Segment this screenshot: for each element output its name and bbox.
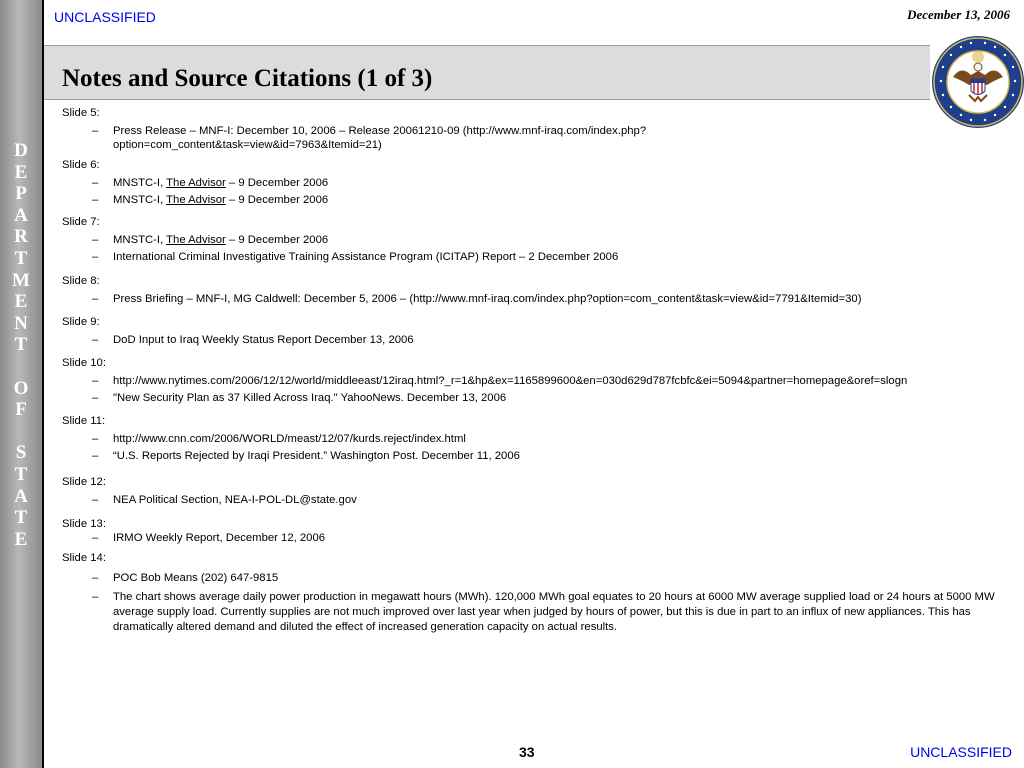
department-of-state-seal-icon: [931, 35, 1024, 129]
citation-text: MNSTC-I,: [113, 234, 167, 246]
side-letter: N: [14, 312, 28, 334]
side-letter: T: [14, 247, 28, 269]
citation-item: – MNSTC-I, The Advisor – 9 December 2006: [92, 194, 329, 206]
citation-text: “U.S. Reports Rejected by Iraqi President.” Washington Post. December 11, 2006: [113, 450, 520, 462]
side-letter: S: [15, 442, 27, 464]
citation-text: International Criminal Investigative Training Assistance Program (ICITAP) Report – 2 December 2006: [113, 251, 619, 263]
slide-label: Slide 6:: [62, 159, 100, 171]
citation-text: – 9 December 2006: [225, 194, 329, 206]
side-letter: D: [14, 140, 28, 161]
slide-11-section: [62, 414, 520, 466]
citation-item: – DoD Input to Iraq Weekly Status Report December 13, 2006: [92, 334, 414, 346]
side-letter: E: [14, 291, 28, 313]
citation-text: "New Security Plan as 37 Killed Across Iraq." YahooNews. December 13, 2006: [113, 392, 507, 404]
citation-title-underlined: The Advisor: [166, 234, 226, 246]
side-letter: T: [14, 334, 28, 356]
citation-item: – NEA Political Section, NEA-I-POL-DL@state.gov: [92, 494, 357, 506]
citation-text: – 9 December 2006: [225, 177, 329, 189]
side-letter: O: [13, 377, 29, 399]
citation-text: DoD Input to Iraq Weekly Status Report December 13, 2006: [113, 334, 414, 346]
citation-item: – IRMO Weekly Report, December 12, 2006: [92, 532, 326, 544]
citation-item: – International Criminal Investigative Training Assistance Program (ICITAP) Report – 2 December 2006: [92, 251, 619, 263]
page-number: 33: [519, 744, 535, 760]
slide-label: Slide 13:: [62, 518, 106, 530]
slide-10-section: [62, 356, 907, 408]
side-letter: T: [14, 463, 28, 485]
slide-8-section: [62, 274, 861, 309]
citation-text: http://www.cnn.com/2006/WORLD/meast/12/07/kurds.reject/index.html: [113, 433, 466, 445]
side-letter: E: [14, 161, 28, 183]
slide-label: Slide 8:: [62, 275, 100, 287]
side-letter: P: [15, 183, 27, 205]
citation-item: – http://www.cnn.com/2006/WORLD/meast/12/07/kurds.reject/index.html: [92, 433, 466, 445]
side-letter: A: [14, 485, 28, 507]
slide-label: Slide 9:: [62, 316, 100, 328]
citation-text: POC Bob Means (202) 647-9815: [113, 572, 279, 584]
slide-13-section: [62, 517, 325, 548]
side-letter: [0, 421, 42, 443]
side-letter: E: [14, 528, 28, 550]
classification-marking-top: UNCLASSIFIED: [54, 9, 156, 25]
slide-6-section: [62, 158, 328, 210]
citation-text: MNSTC-I,: [113, 194, 167, 206]
slide-label: Slide 5:: [62, 107, 100, 119]
citation-item: – "New Security Plan as 37 Killed Across Iraq." YahooNews. December 13, 2006: [92, 392, 507, 404]
citation-text: The chart shows average daily power production in megawatt hours (MWh). 120,000 MWh goal equates to 20 hours at 6000 MW average supplied load or 24 hours at 5000 MW average supply load. Currently supplies are not much improved over last year when judged by hours of power, but this is due in part to an influx of new appliances. This has dramatically altered demand and diluted the effect of increased generation capacity on actual results.: [113, 591, 995, 633]
citation-text: MNSTC-I,: [113, 177, 167, 189]
citation-item: – “U.S. Reports Rejected by Iraqi President.” Washington Post. December 11, 2006: [92, 450, 520, 462]
slide-label: Slide 10:: [62, 357, 106, 369]
side-letter: A: [14, 204, 28, 226]
citation-title-underlined: The Advisor: [166, 194, 226, 206]
citation-item: – POC Bob Means (202) 647-9815: [92, 572, 279, 584]
side-letter: [0, 356, 42, 378]
citation-item: – MNSTC-I, The Advisor – 9 December 2006: [92, 177, 329, 189]
citation-item: – Press Briefing – MNF-I, MG Caldwell: December 5, 2006 – (http://www.mnf-iraq.com/index.php?option=com_content&task=view&id=7791&Itemid=30): [92, 293, 862, 305]
slide-14-section: [62, 551, 1010, 638]
slide-12-section: [62, 475, 357, 510]
side-letter: T: [14, 507, 28, 529]
slide-9-section: [62, 315, 414, 350]
slide-label: Slide 7:: [62, 216, 100, 228]
side-letter: F: [15, 399, 27, 421]
citation-item: – The chart shows average daily power production in megawatt hours (MWh). 120,000 MWh goal equates to 20 hours at 6000 MW average supplied load or 24 hours at 5000 MW average supply load. Currently supplies are not much improved over last year when judged by hours of power, but this is due in part to an influx of new appliances. This has dramatically altered demand and diluted the effect of increased generation capacity on actual results.: [92, 591, 995, 633]
citation-text: – 9 December 2006: [225, 234, 329, 246]
slide-label: Slide 11:: [62, 415, 106, 427]
slide-label: Slide 12:: [62, 476, 106, 488]
page-title: Notes and Source Citations (1 of 3): [62, 65, 433, 92]
citation-item: – Press Release – MNF-I: December 10, 2006 – Release 20061210-09 (http://www.mnf-iraq.com/index.php?option=com_content&task=view&id=7963&Itemid=21): [92, 125, 647, 151]
classification-marking-bottom: UNCLASSIFIED: [910, 744, 1012, 760]
document-date: December 13, 2006: [907, 7, 1010, 22]
citation-text: Press Release – MNF-I: December 10, 2006 – Release 20061210-09 (http://www.mnf-iraq.com/index.php?option=com_content&task=view&id=7963&Itemid=21): [113, 125, 647, 151]
citation-title-underlined: The Advisor: [166, 177, 226, 189]
citation-text: http://www.nytimes.com/2006/12/12/world/middleeast/12iraq.html?_r=1&hp&ex=1165899600&en=030d629d787fcbfc&ei=5094&partner=homepage&oref=slogn: [113, 375, 908, 387]
citation-text: Press Briefing – MNF-I, MG Caldwell: December 5, 2006 – (http://www.mnf-iraq.com/index.php?option=com_content&task=view&id=7791&Itemid=30): [113, 293, 862, 305]
side-letter: M: [12, 269, 30, 291]
citation-text: IRMO Weekly Report, December 12, 2006: [113, 532, 326, 544]
slide-label: Slide 14:: [62, 552, 106, 564]
slide-5-section: [62, 106, 673, 155]
side-letter: R: [14, 226, 28, 248]
citation-item: – http://www.nytimes.com/2006/12/12/world/middleeast/12iraq.html?_r=1&hp&ex=1165899600&en=030d629d787fcbfc&ei=5094&partner=homepage&oref=slogn: [92, 375, 908, 387]
side-bar: [0, 0, 44, 768]
department-of-state-vertical-text: [0, 140, 42, 550]
citation-text: NEA Political Section, NEA-I-POL-DL@state.gov: [113, 494, 357, 506]
slide-7-section: [62, 215, 618, 267]
citation-item: – MNSTC-I, The Advisor – 9 December 2006: [92, 234, 329, 246]
